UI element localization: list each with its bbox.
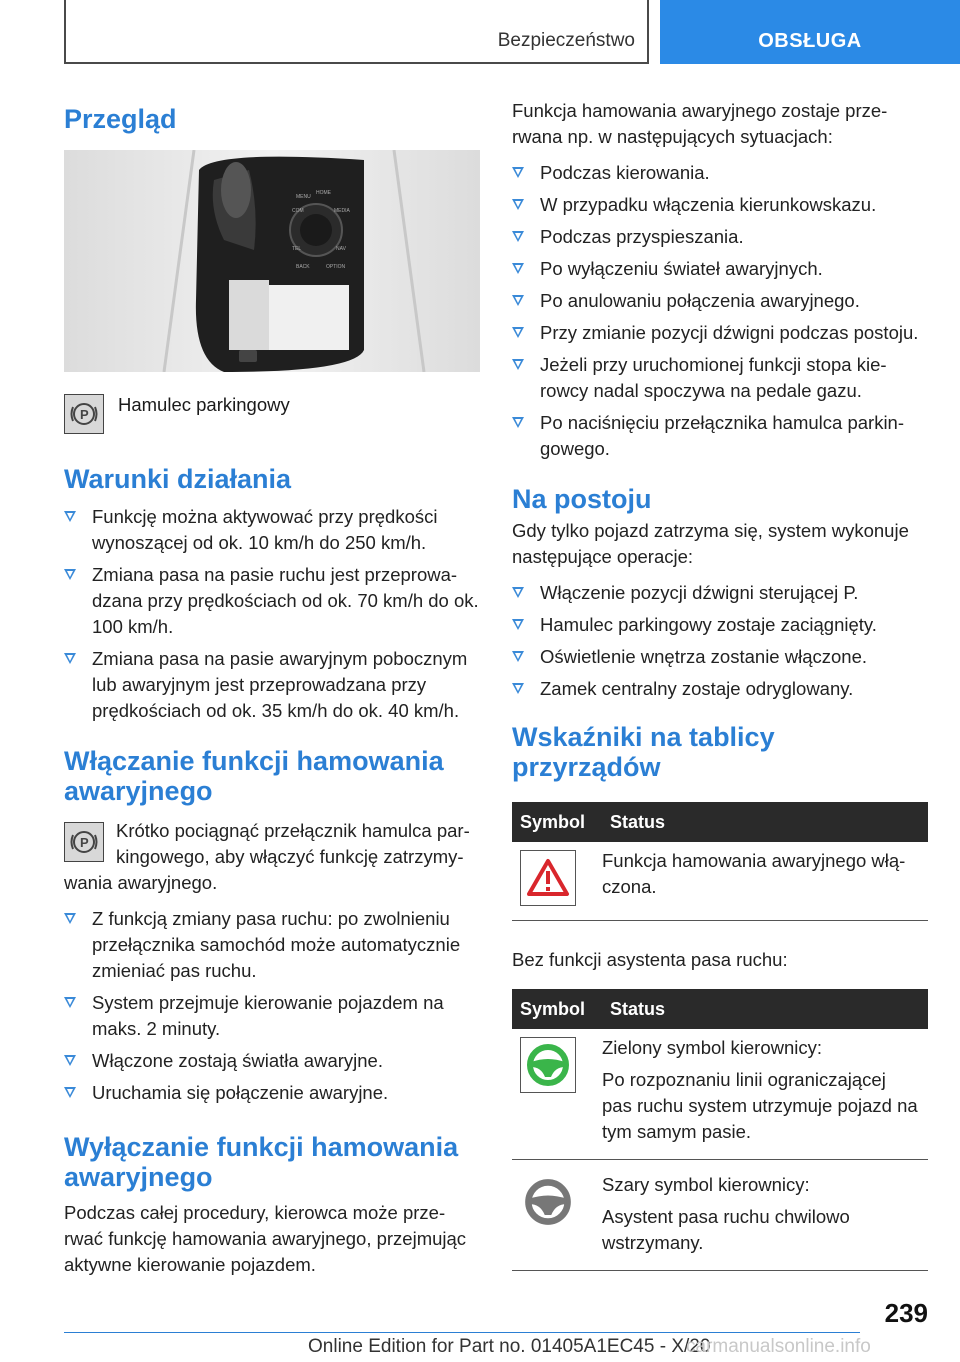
list-item: Z funkcją zmiany pasa ruchu: po zwolnieniu przełącznika samochód może automatycznie zmieniać pas ruchu. [64,906,480,984]
table-row [512,842,928,921]
bullet-arrow-icon [64,997,76,1008]
enable-block [64,818,480,896]
list-item: Po wyłączeniu świateł awaryjnych. [512,256,928,282]
interrupt-list [512,160,928,462]
list-item: Zmiana pasa na pasie awaryjnym pobocznym lub awaryjnym jest przeprowadzana przy prędkościach od ok. 35 km/h do ok. 40 km/h. [64,646,480,724]
bullet-arrow-icon [64,1055,76,1066]
standstill-list [512,580,928,702]
heading-enable: Włączanie funkcji hamowania awaryjnego [64,746,444,806]
heading-indicators: Wskaźniki na tablicy przyrządów [512,722,775,782]
bullet-arrow-icon [512,359,524,370]
gray-steering-wheel-icon [520,1174,576,1230]
list-item: Przy zmianie pozycji dźwigni podczas postoju. [512,320,928,346]
center-console-photo [64,150,480,372]
photo-label-back: BACK [296,264,310,270]
list-item: Hamulec parkingowy zostaje zaciągnięty. [512,612,928,638]
column-header-status: Status [602,989,928,1029]
parking-brake-caption: Hamulec parkingowy [118,394,290,415]
bullet-arrow-icon [512,651,524,662]
list-item: W przypadku włączenia kierunkowskazu. [512,192,928,218]
standstill-text: Gdy tylko pojazd zatrzyma się, system wykonuje następujące operacje: [512,520,909,567]
photo-label-option: OPTION [326,264,346,270]
bullet-arrow-icon [512,263,524,274]
list-item: Funkcję można aktywować przy prędkości wynoszącej od ok. 10 km/h do 250 km/h. [64,504,480,556]
bullet-arrow-icon [64,569,76,580]
section-title: Bezpieczeństwo [497,30,635,51]
column-header-symbol: Symbol [512,802,602,842]
bullet-arrow-icon [512,199,524,210]
column-header-status: Status [602,802,928,842]
parking-brake-legend [64,394,480,434]
heading-overview: Przegląd [64,104,177,134]
list-item: System przejmuje kierowanie pojazdem na maks. 2 minuty. [64,990,480,1042]
list-item: Włączone zostają światła awaryjne. [64,1048,480,1074]
interrupt-intro: Funkcja hamowania awaryjnego zostaje prze‐rwana np. w następujących sytuacjach: [512,100,888,147]
bullet-arrow-icon [64,511,76,522]
status-label: Zielony symbol kierownicy: [602,1037,823,1058]
tab-obsluga[interactable]: OBSŁUGA [660,0,960,64]
bullet-arrow-icon [512,295,524,306]
bullet-arrow-icon [512,683,524,694]
status-label: Szary symbol kierownicy: [602,1174,810,1195]
list-item: Oświetlenie wnętrza zostanie włączone. [512,644,928,670]
bullet-arrow-icon [64,913,76,924]
status-detail: Asystent pasa ruchu chwilowo wstrzymany. [602,1206,850,1253]
bullet-arrow-icon [512,231,524,242]
bullet-arrow-icon [64,1087,76,1098]
bullet-arrow-icon [512,619,524,630]
list-item: Uruchamia się połączenie awaryjne. [64,1080,480,1106]
list-item: Zamek centralny zostaje odryglowany. [512,676,928,702]
photo-label-menu: MENU [296,194,311,200]
table-row [512,1160,928,1271]
watermark: carmanualsonline.info [686,1336,871,1357]
svg-text:P: P [80,835,89,850]
edition-text: Online Edition for Part no. 01405A1EC45 - X/20 [308,1336,711,1357]
lane-assist-table [512,989,928,1271]
parking-brake-icon [64,822,104,862]
center-console-image [64,150,480,372]
enable-text: Krótko pociągnąć przełącznik hamulca par‐kingowego, aby włączyć funkcję zatrzymy‐wania awaryjnego. [64,820,470,893]
green-steering-wheel-icon [520,1037,576,1093]
bullet-arrow-icon [64,653,76,664]
table-row [512,1029,928,1160]
list-item: Włączenie pozycji dźwigni sterującej P. [512,580,928,606]
footer-divider [64,1332,860,1333]
warning-triangle-icon [520,850,576,906]
enable-list [64,906,480,1106]
status-detail: Po rozpoznaniu linii ograniczającej pas ruchu system utrzymuje pojazd na tym samym pasie. [602,1069,918,1142]
column-header-symbol: Symbol [512,989,602,1029]
disable-text: Podczas całej procedury, kierowca może prze‐rwać funkcję hamowania awaryjnego, przejmując aktywne kierowanie pojazdem. [64,1202,467,1275]
indicator-table [512,802,928,921]
photo-label-media: MEDIA [334,208,350,214]
list-item: Po anulowaniu połączenia awaryjnego. [512,288,928,314]
bullet-arrow-icon [512,167,524,178]
photo-label-com: COM [292,208,304,214]
heading-conditions: Warunki działania [64,464,292,494]
heading-disable: Wyłączanie funkcji hamowania awaryjnego [64,1132,459,1192]
left-column [64,96,480,1278]
page-number: 239 [884,1298,928,1328]
status-cell: Funkcja hamowania awaryjnego włą‐czona. [602,842,928,921]
list-item: Jeżeli przy uruchomionej funkcji stopa kie‐rowcy nadal spoczywa na pedale gazu. [512,352,928,404]
header-bar [64,0,649,64]
list-item: Podczas kierowania. [512,160,928,186]
right-column [512,98,928,1271]
list-item: Po naciśnięciu przełącznika hamulca parkin‐gowego. [512,410,928,462]
heading-standstill: Na postoju [512,484,652,514]
list-item: Zmiana pasa na pasie ruchu jest przeprowa‐dzana przy prędkościach od ok. 70 km/h do ok. 100 km/h. [64,562,480,640]
svg-text:P: P [80,407,89,422]
list-item: Podczas przyspieszania. [512,224,928,250]
photo-label-tel: TEL [292,246,302,252]
bullet-arrow-icon [512,417,524,428]
parking-brake-icon [64,394,104,434]
photo-label-nav: NAV [336,246,346,252]
no-lane-assist-text: Bez funkcji asystenta pasa ruchu: [512,949,788,970]
conditions-list [64,504,480,724]
photo-label-home: HOME [316,190,331,196]
bullet-arrow-icon [512,327,524,338]
bullet-arrow-icon [512,587,524,598]
